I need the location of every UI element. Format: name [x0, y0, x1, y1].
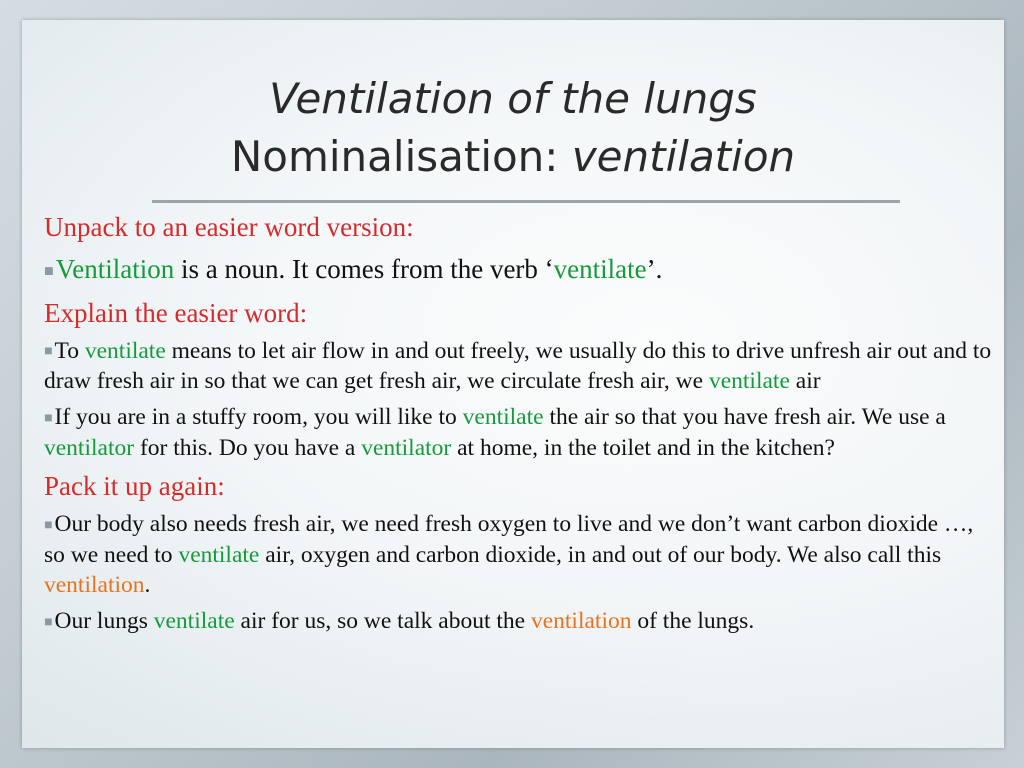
heading-explain: Explain the easier word:: [44, 297, 308, 328]
text-segment: means to let air flow in and out freely, we usually do this to drive unfresh air out and to draw fresh air in so that we can get fresh air, we circulate fresh air, we: [44, 337, 992, 395]
text-segment: .: [144, 572, 151, 599]
slide-title: [22, 70, 1004, 186]
text-segment: Our body also needs fresh air, we need fresh oxygen to live and we don’t want carbon dioxide …, so we need to: [44, 511, 974, 569]
highlight-word: ventilate: [84, 337, 166, 364]
unpack-bullet-1: [44, 252, 999, 288]
highlight-word: ventilate: [708, 368, 790, 395]
text-segment: of the lungs.: [631, 608, 755, 635]
text-segment: air, oxygen and carbon dioxide, in and out of our body. We also call this: [259, 542, 942, 569]
text-segment: air: [789, 368, 821, 395]
title-term: ventilation: [571, 132, 796, 181]
text-segment: If you are in a stuffy room, you will like to: [54, 404, 463, 431]
highlight-word: ventilate: [153, 608, 235, 635]
pack-bullet-2: [44, 606, 999, 637]
highlight-noun: ventilation: [530, 608, 632, 635]
square-bullet-icon: ■: [44, 410, 53, 427]
heading-pack: Pack it up again:: [44, 471, 225, 502]
title-divider: [152, 200, 900, 203]
square-bullet-icon: ■: [44, 517, 53, 534]
text-segment: ’.: [646, 254, 663, 284]
title-line-1: Ventilation of the lungs: [269, 74, 757, 123]
text-segment: To: [54, 337, 85, 364]
slide: [22, 20, 1004, 748]
square-bullet-icon: ■: [44, 614, 53, 631]
heading-unpack: Unpack to an easier word version:: [44, 212, 414, 242]
pack-bullet-1: [44, 509, 999, 600]
highlight-noun: ventilation: [44, 572, 145, 599]
text-segment: air for us, so we talk about the: [234, 608, 531, 635]
title-line-2: [22, 128, 1004, 186]
highlight-word: ventilate: [178, 542, 260, 569]
text-segment: for this. Do you have a: [134, 435, 362, 462]
explain-bullet-1: [44, 336, 999, 397]
highlight-word: ventilate: [462, 404, 544, 431]
title-prefix: Nominalisation:: [230, 132, 559, 181]
highlight-word: ventilator: [44, 435, 135, 462]
text-segment: Our lungs: [54, 608, 154, 635]
text-segment: is a noun. It comes from the verb ‘: [174, 254, 554, 284]
square-bullet-icon: ■: [44, 343, 53, 360]
highlight-word: Ventilation: [55, 254, 175, 284]
square-bullet-icon: ■: [44, 261, 54, 280]
highlight-word: ventilate: [553, 254, 647, 284]
text-segment: the air so that you have fresh air. We use a: [543, 404, 946, 431]
explain-bullet-2: [44, 402, 999, 463]
text-segment: at home, in the toilet and in the kitchen?: [451, 435, 835, 462]
slide-body: [44, 210, 999, 643]
highlight-word: ventilator: [361, 435, 452, 462]
